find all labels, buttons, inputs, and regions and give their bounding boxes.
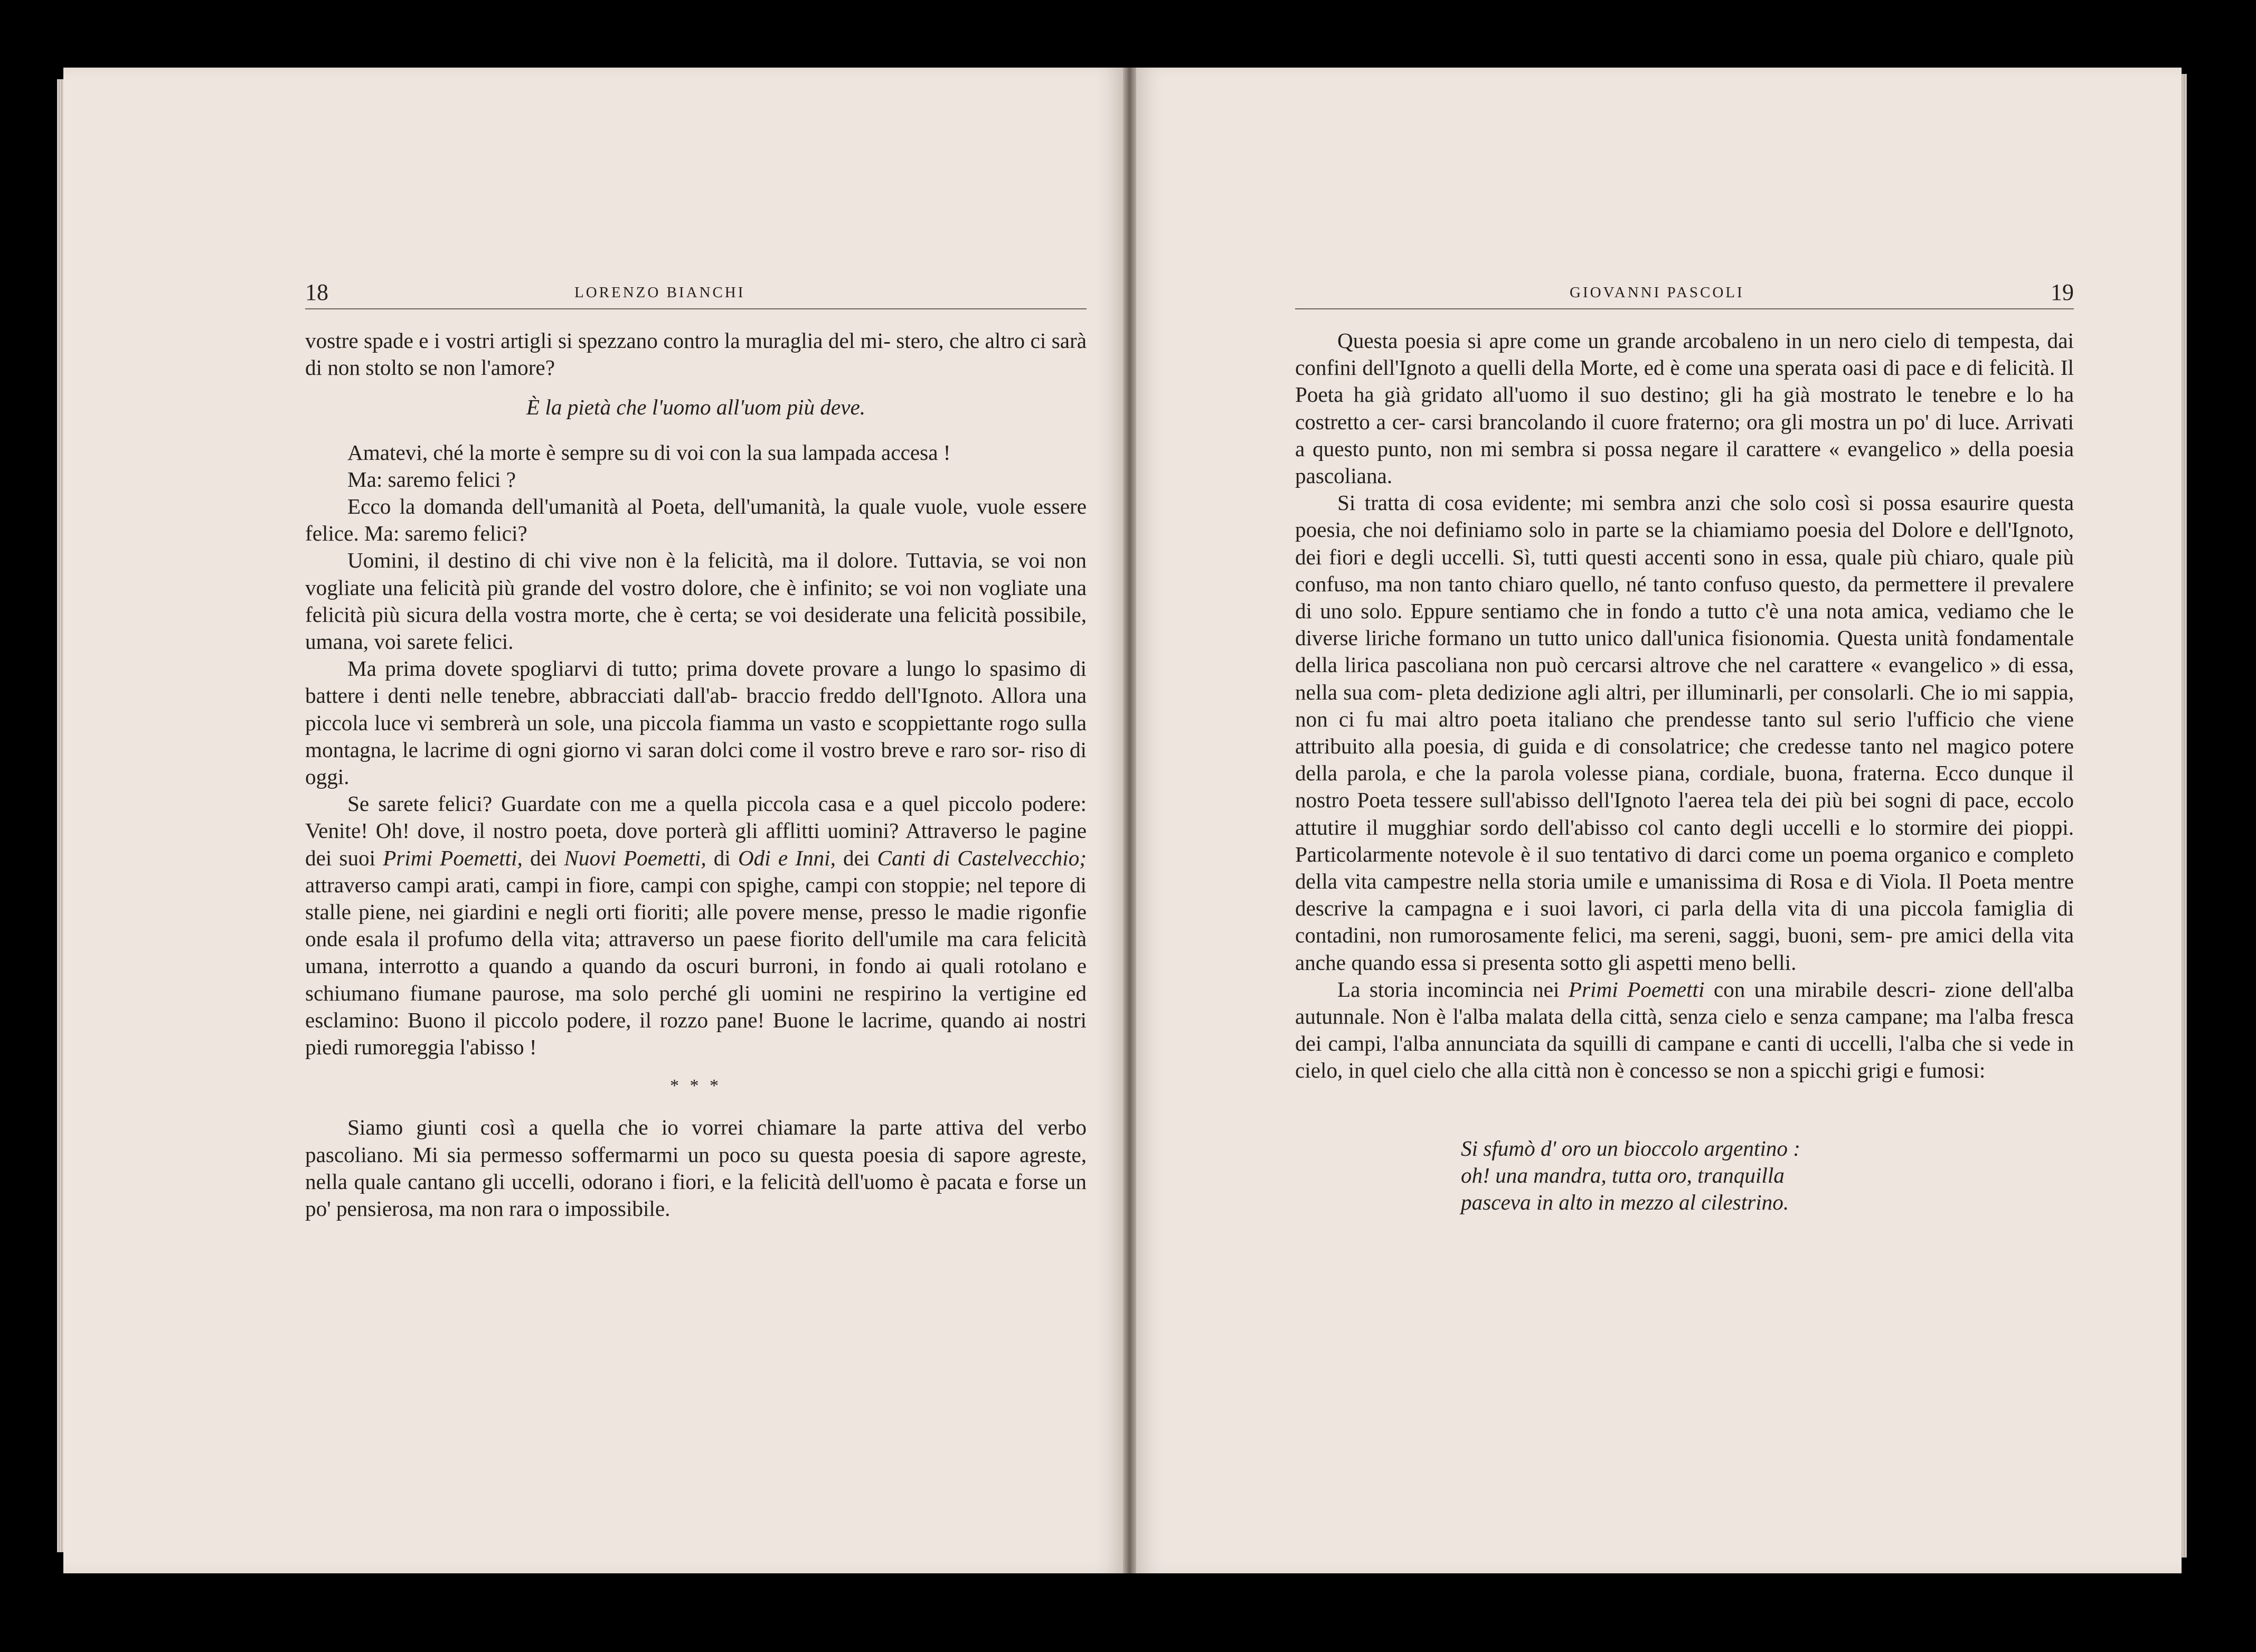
right-page [1136, 68, 2182, 1573]
paragraph: Questa poesia si apre come un grande arcobaleno in un nero cielo di tempesta, dai confini dell'Ignoto a quelli della Morte, ed è come una sperata oasi di pace e di felicità. Il Poeta ha già gridato all'uomo il suo destino; gli ha già mostrato le tenebre e lo ha costretto a cer- carsi brancolando il cuore fraterno; ora gli mostra un po' di luce. Arrivati a questo punto, non mi sembra si possa negare il carattere « evangelico » della poesia pascoliana. [1295, 328, 2074, 488]
paragraph: Siamo giunti così a quella che io vorrei chiamare la parte attiva del verbo pascoliano. Mi sia permesso soffermarmi un poco su questa poesia di sapore agreste, nella quale cantano gli uccelli, odorano i fiori, e la felicità dell'uomo è pacata e forse un po' pensierosa, ma non rara o impossibile. [305, 1115, 1087, 1221]
page-number-right: 19 [2051, 279, 2074, 305]
verse-quote: È la pietà che l'uomo all'uom più deve. [526, 395, 866, 420]
title-italic: Primi Poemetti [1568, 977, 1705, 1002]
running-head-title-right: GIOVANNI PASCOLI [1570, 284, 1744, 301]
page-number-left: 18 [305, 279, 328, 305]
title-italic: Nuovi Poemetti, [564, 845, 706, 870]
paragraph: Amatevi, ché la morte è sempre su di voi con la sua lampada accesa ! [347, 440, 951, 465]
title-italic: Primi Poemetti, [383, 845, 523, 870]
poem-line: pasceva in alto in mezzo al cilestrino. [1461, 1190, 1789, 1215]
paragraph: Ma prima dovete spogliarvi di tutto; prima dovete provare a lungo lo spasimo di battere i denti nelle tenebre, abbracciati dall'ab- braccio freddo dell'Ignoto. Allora una piccola luce vi sembrerà un sole, una piccola fiamma un vasto e scoppiettante rogo sulla montagna, le lacrime di ogni giorno vi saran dolci come il vostro breve e raro sor- riso di oggi. [305, 656, 1087, 789]
right-page-body [1295, 327, 2074, 1216]
paragraph: Uomini, il destino di chi vive non è la felicità, ma il dolore. Tuttavia, se voi non vogliate una felicità più grande del vostro dolore, che è infinito; se voi non vogliate una felicità più sicura della vostra morte, che è certa; se voi desiderate una felicità possibile, umana, voi sarete felici. [305, 548, 1087, 654]
book-gutter [1123, 68, 1136, 1573]
poem-line: oh! una mandra, tutta oro, tranquilla [1461, 1163, 1785, 1187]
paragraph: Si tratta di cosa evidente; mi sembra anzi che solo così si possa esaurire questa poesia, che noi definiamo solo in parte se la chiamiamo poesia del Dolore e dell'Ignoto, dei fiori e degli uccelli. Sì, tutti questi accenti sono in essa, quale più chiaro, quale più confuso, ma non tanto chiaro quello, né tanto confuso questo, da permettere il prevalere di uno solo. Eppure sentiamo che in fondo a tutto c'è una nota amica, vediamo che le diverse liriche formano un tutto unico dall'unica fisionomia. Questa unità fondamentale della lirica pascoliana non può cercarsi altrove che nel carattere « evangelico » di essa, nella sua com- pleta dedizione agli altri, per illuminarli, per consolarli. Che io mi sappia, non ci fu mai altro poeta italiano che prendesse tanto sul serio l'ufficio che viene attribuito alla poesia, di guida e di consolatrice; che credesse tanto nel magico potere della parola, e che la parola volesse piana, cordiale, buona, fraterna. Ecco dunque il nostro Poeta tessere sull'abisso dell'Ignoto l'aerea tela dei più bei sogni di pace, eccolo attutire il mugghiar sordo dell'abisso col canto degli uccelli e lo stormire dei pioppi. Particolarmente notevole è il suo tentativo di darci come un poema organico e completo della vita campestre nella storia umile e umanissima di Rosa e di Viola. Il Poeta mentre descrive la campagna e i suoi lavori, ci parla della vita di una piccola famiglia di contadini, non rumorosamente felici, ma sereni, saggi, buoni, sem- pre amici della vita anche quando essa si presenta sotto gli aspetti meno belli. [1295, 490, 2074, 975]
poem-quote [1295, 1135, 2074, 1216]
paragraph: Ma: saremo felici ? [347, 467, 516, 492]
title-italic: Odi e Inni, [738, 845, 836, 870]
left-page [63, 68, 1123, 1573]
running-head-right [1295, 277, 2074, 309]
poem-line: Si sfumò d' oro un bioccolo argentino : [1461, 1136, 1800, 1160]
title-italic: Canti di Castelvecchio; [877, 845, 1087, 870]
paragraph: Se sarete felici? Guardate con me a quella piccola casa e a quel piccolo podere: Venite! Oh! dove, il nostro poeta, dove porterà gli afflitti uomini? Attraverso le pagine dei suoi Primi Poemetti, dei Nuovi Poemetti, di Odi e Inni, dei Canti di Castelvecchio; attraverso campi arati, campi in fiore, campi con spighe, campi con stoppie; nel tepore di stalle piene, nei giardini e negli orti fioriti; alle povere mense, presso le madie rigonfie onde esala il profumo della vita; attraverso un paese fiorito dell'umile ma cara felicità umana, interrotto a quando a quando da oscuri burroni, in fondo ai quali rotolano e schiumano fiumane paurose, ma solo perché gli uomini ne respirino la vertigine ed esclamino: Buono il piccolo podere, il rozzo pane! Buone le lacrime, quando ai nostri piedi rumoreggia l'abisso ! [305, 791, 1087, 1060]
paragraph: La storia incomincia nei Primi Poemetti con una mirabile descri- zione dell'alba autunnale. Non è l'alba malata della città, senza cielo e senza campane; ma l'alba fresca dei campi, l'alba annunciata da squilli di campane e canti di uccelli, l'alba che si vede in cielo, in quel cielo che alla città non è concesso se non a spicchi grigi e fumosi: [1295, 977, 2074, 1083]
running-head-title-left: LORENZO BIANCHI [574, 284, 745, 301]
paragraph: vostre spade e i vostri artigli si spezzano contro la muraglia del mi- stero, che altro ci sarà di non stolto se non l'amore? [305, 328, 1087, 380]
paragraph: Ecco la domanda dell'umanità al Poeta, dell'umanità, la quale vuole, vuole essere felice. Ma: saremo felici? [305, 494, 1087, 546]
section-separator: * * * [670, 1076, 722, 1096]
left-page-body [305, 327, 1087, 1222]
running-head-left [305, 277, 1087, 309]
